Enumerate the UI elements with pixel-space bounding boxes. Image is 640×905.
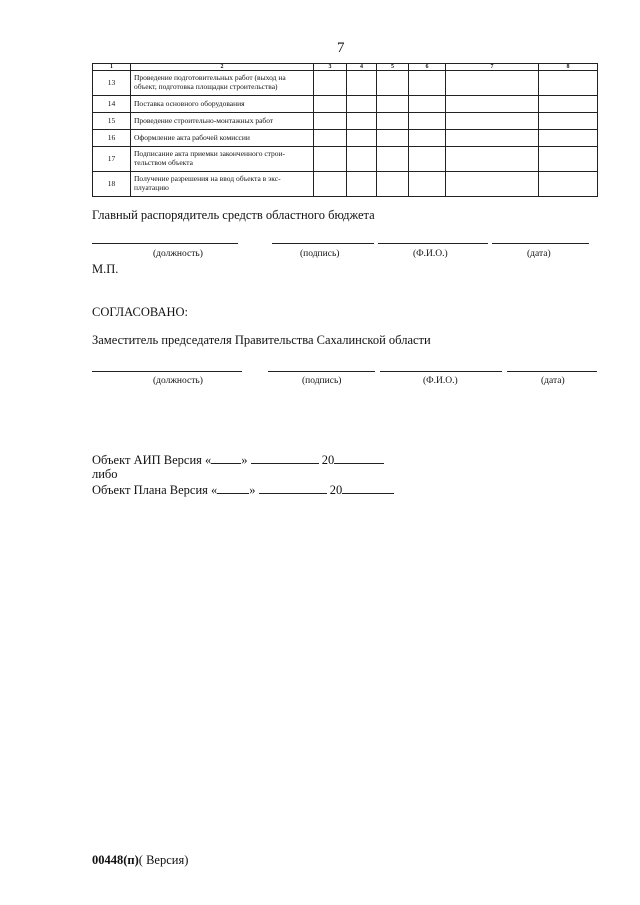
empty-cell [347, 147, 377, 172]
name-caption: (Ф.И.О.) [423, 376, 458, 386]
table-header-cell: 7 [446, 64, 539, 71]
stage-cell [131, 96, 314, 113]
empty-cell [314, 147, 347, 172]
table-header-cell: 2 [131, 64, 314, 71]
table-header-cell: 1 [93, 64, 131, 71]
signature-caption: (подпись) [302, 376, 342, 386]
quote-close: » [249, 483, 256, 497]
empty-cell [409, 113, 446, 130]
approved-heading: СОГЛАСОВАНО: [92, 305, 189, 319]
name-signature-line [378, 243, 488, 244]
document-code-version: ( Версия) [138, 853, 189, 867]
table-row [93, 130, 598, 147]
name-signature-line [380, 371, 502, 372]
empty-cell [539, 113, 598, 130]
empty-cell [409, 130, 446, 147]
empty-cell [347, 172, 377, 197]
signature-line [268, 371, 375, 372]
table-header-cell: 8 [539, 64, 598, 71]
table-row [93, 96, 598, 113]
empty-cell [377, 113, 409, 130]
document-code [92, 853, 188, 868]
empty-cell [314, 113, 347, 130]
empty-cell [377, 172, 409, 197]
empty-cell [539, 172, 598, 197]
empty-cell [314, 130, 347, 147]
stage-text: Оформление акта рабочей комиссии [134, 132, 250, 142]
page-number: 7 [337, 40, 345, 56]
empty-cell [539, 147, 598, 172]
empty-cell [539, 96, 598, 113]
plan-version-label: Объект Плана Версия « [92, 483, 218, 497]
empty-cell [314, 172, 347, 197]
name-caption: (Ф.И.О.) [413, 249, 448, 259]
empty-cell [347, 71, 377, 96]
stage-text: Поставка основного оборудования [134, 98, 245, 108]
table-header-row [93, 64, 598, 71]
empty-cell [377, 147, 409, 172]
position-signature-line [92, 371, 242, 372]
empty-cell [446, 172, 539, 197]
deputy-chairman-title: Заместитель председателя Правительства Сахалинской области [92, 333, 431, 347]
empty-cell [446, 71, 539, 96]
stage-text: Подписание акта приемки законченного строи- [134, 149, 286, 159]
stage-text: Проведение строительно-монтажных работ [134, 115, 274, 125]
row-number: 16 [93, 130, 131, 147]
position-caption: (должность) [153, 376, 203, 386]
table-row [93, 147, 598, 172]
chief-administrator-title: Главный распорядитель средств областного бюджета [92, 208, 375, 222]
stage-text: Проведение подготовительных работ (выход на [134, 73, 286, 83]
year-prefix: 20 [321, 453, 335, 467]
table-header-cell: 3 [314, 64, 347, 71]
empty-cell [314, 71, 347, 96]
stage-text: плуатацию [134, 183, 169, 192]
date-signature-line [492, 243, 589, 244]
aip-version-line [92, 452, 384, 468]
row-number: 13 [93, 71, 131, 96]
row-number: 15 [93, 113, 131, 130]
date-caption: (дата) [541, 376, 565, 386]
stage-text: объект, подготовка площадки строительства) [134, 82, 278, 91]
empty-cell [314, 96, 347, 113]
stamp-place: М.П. [92, 262, 119, 276]
row-number: 17 [93, 147, 131, 172]
date-signature-line [507, 371, 597, 372]
table-header-cell: 5 [377, 64, 409, 71]
table-row [93, 113, 598, 130]
day-blank [211, 452, 241, 464]
stage-cell [131, 172, 314, 197]
empty-cell [409, 71, 446, 96]
row-number: 14 [93, 96, 131, 113]
stage-text: тельством объекта [134, 158, 193, 167]
stage-cell [131, 71, 314, 96]
date-caption: (дата) [527, 249, 551, 259]
stage-cell [131, 113, 314, 130]
document-code-number: 00448(п) [92, 853, 139, 867]
year-prefix: 20 [329, 483, 343, 497]
table-header-cell: 4 [347, 64, 377, 71]
stage-cell [131, 130, 314, 147]
table-row [93, 71, 598, 96]
empty-cell [377, 71, 409, 96]
day-blank [217, 482, 249, 494]
empty-cell [446, 147, 539, 172]
empty-cell [446, 96, 539, 113]
empty-cell [446, 113, 539, 130]
or-text: либо [92, 467, 118, 481]
stage-text: Получение разрешения на ввод объекта в экс- [134, 174, 281, 184]
quote-close: » [241, 453, 248, 467]
empty-cell [347, 113, 377, 130]
table-header-cell: 6 [409, 64, 446, 71]
signature-line [272, 243, 374, 244]
row-number: 18 [93, 172, 131, 197]
empty-cell [446, 130, 539, 147]
month-blank [259, 482, 327, 494]
stage-cell [131, 147, 314, 172]
table-row [93, 172, 598, 197]
empty-cell [409, 96, 446, 113]
empty-cell [347, 130, 377, 147]
empty-cell [539, 71, 598, 96]
year-blank [342, 482, 394, 494]
year-blank [334, 452, 384, 464]
empty-cell [409, 147, 446, 172]
plan-version-line [92, 482, 394, 498]
empty-cell [409, 172, 446, 197]
aip-version-label: Объект АИП Версия « [92, 453, 212, 467]
empty-cell [347, 96, 377, 113]
empty-cell [377, 96, 409, 113]
position-caption: (должность) [153, 249, 203, 259]
schedule-table [92, 63, 598, 197]
empty-cell [377, 130, 409, 147]
signature-caption: (подпись) [300, 249, 340, 259]
month-blank [251, 452, 319, 464]
empty-cell [539, 130, 598, 147]
position-signature-line [92, 243, 238, 244]
